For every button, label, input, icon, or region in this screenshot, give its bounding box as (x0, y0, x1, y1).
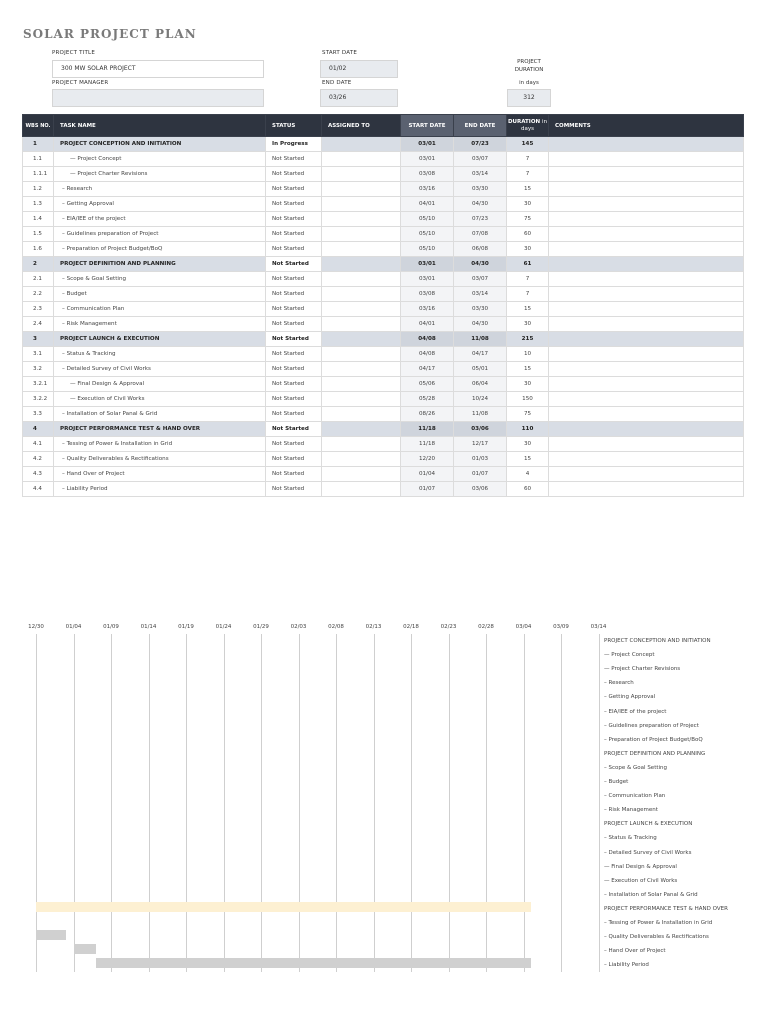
cell-start-date[interactable]: 03/16 (401, 302, 454, 317)
cell-status[interactable]: Not Started (266, 212, 322, 227)
gantt-task-label: – Hand Over of Project (604, 948, 666, 955)
cell-end-date[interactable]: 07/08 (454, 227, 507, 242)
gantt-tick-label: 01/09 (103, 624, 119, 630)
cell-start-date[interactable]: 05/10 (401, 212, 454, 227)
cell-duration[interactable]: 61 (507, 257, 549, 272)
cell-end-date[interactable]: 03/06 (454, 422, 507, 437)
gantt-task-label: PROJECT LAUNCH & EXECUTION (604, 821, 693, 828)
cell-task-name[interactable]: — Project Charter Revisions (54, 167, 266, 182)
cell-status[interactable]: Not Started (266, 227, 322, 242)
gantt-gridline (374, 634, 375, 972)
cell-status[interactable]: Not Started (266, 437, 322, 452)
col-end-date[interactable]: END DATE (454, 115, 507, 137)
cell-task-name[interactable]: – Installation of Solar Panal & Grid (54, 407, 266, 422)
cell-end-date[interactable]: 11/08 (454, 332, 507, 347)
cell-duration[interactable]: 15 (507, 302, 549, 317)
cell-task-name[interactable]: — Final Design & Approval (54, 377, 266, 392)
gantt-task-label: – Installation of Solar Panal & Grid (604, 891, 698, 898)
project-title-field[interactable]: 300 MW SOLAR PROJECT (52, 60, 264, 78)
gantt-task-label: PROJECT PERFORMANCE TEST & HAND OVER (604, 905, 728, 912)
gantt-gridline (411, 634, 412, 972)
gantt-gridline (186, 634, 187, 972)
cell-wbs[interactable]: 2.1 (23, 272, 54, 287)
cell-status[interactable]: Not Started (266, 197, 322, 212)
cell-task-name[interactable]: – Preparation of Project Budget/BoQ (54, 242, 266, 257)
gantt-gridline (111, 634, 112, 972)
cell-status[interactable]: Not Started (266, 287, 322, 302)
cell-end-date[interactable]: 04/30 (454, 257, 507, 272)
cell-wbs[interactable]: 4.4 (23, 482, 54, 497)
gantt-tick-label: 03/09 (553, 624, 569, 630)
gantt-task-label: – EIA/IEE of the project (604, 708, 667, 715)
project-title-label: PROJECT TITLE (52, 50, 95, 56)
cell-duration[interactable]: 15 (507, 182, 549, 197)
cell-status[interactable]: Not Started (266, 332, 322, 347)
gantt-task-label: – Budget (604, 779, 629, 785)
cell-start-date[interactable]: 01/04 (401, 467, 454, 482)
project-duration-label: PROJECT DURATION (514, 59, 544, 73)
cell-end-date[interactable]: 11/08 (454, 407, 507, 422)
cell-end-date[interactable]: 04/17 (454, 347, 507, 362)
cell-duration[interactable]: 110 (507, 422, 549, 437)
col-task-name[interactable]: TASK NAME (54, 115, 266, 137)
gantt-tick-label: 01/24 (215, 624, 232, 630)
cell-task-name[interactable]: – Budget (54, 287, 266, 302)
cell-status[interactable]: Not Started (266, 362, 322, 377)
cell-wbs[interactable]: 3.3 (23, 407, 54, 422)
cell-duration[interactable]: 75 (507, 212, 549, 227)
cell-duration[interactable]: 4 (507, 467, 549, 482)
page-title: SOLAR PROJECT PLAN (23, 27, 197, 41)
col-comments[interactable]: COMMENTS (549, 115, 744, 137)
cell-start-date[interactable]: 12/20 (401, 452, 454, 467)
gantt-task-label: – Preparation of Project Budget/BoQ (604, 736, 703, 743)
cell-wbs[interactable]: 4 (23, 422, 54, 437)
cell-wbs[interactable]: 1.2 (23, 182, 54, 197)
gantt-gridline (74, 634, 75, 972)
cell-status[interactable]: Not Started (266, 317, 322, 332)
cell-start-date[interactable]: 03/16 (401, 182, 454, 197)
gantt-gridline (599, 634, 600, 972)
gantt-task-label: PROJECT CONCEPTION AND INITIATION (604, 638, 711, 644)
gantt-bar[interactable] (74, 944, 97, 954)
cell-start-date[interactable]: 11/18 (401, 437, 454, 452)
project-duration-unit: in days (519, 80, 539, 86)
cell-end-date[interactable]: 07/23 (454, 212, 507, 227)
gantt-task-label: – Status & Tracking (604, 835, 657, 842)
cell-wbs[interactable]: 3 (23, 332, 54, 347)
cell-wbs[interactable]: 1.4 (23, 212, 54, 227)
cell-task-name[interactable]: PROJECT DEFINITION AND PLANNING (54, 257, 266, 272)
cell-task-name[interactable]: – Communication Plan (54, 302, 266, 317)
cell-end-date[interactable]: 06/04 (454, 377, 507, 392)
cell-start-date[interactable]: 03/01 (401, 257, 454, 272)
cell-start-date[interactable]: 04/01 (401, 197, 454, 212)
cell-status[interactable]: Not Started (266, 422, 322, 437)
cell-duration[interactable]: 10 (507, 347, 549, 362)
gantt-gridline (149, 634, 150, 972)
cell-start-date[interactable]: 05/06 (401, 377, 454, 392)
gantt-tick-label: 02/23 (440, 624, 457, 630)
cell-duration[interactable]: 15 (507, 452, 549, 467)
gantt-task-label: – Tessing of Power & Installation in Grid (604, 920, 713, 926)
cell-duration[interactable]: 30 (507, 437, 549, 452)
gantt-tick-label: 01/14 (140, 624, 157, 630)
cell-status[interactable]: Not Started (266, 377, 322, 392)
cell-task-name[interactable]: – Quality Deliverables & Rectifications (54, 452, 266, 467)
gantt-gridline (486, 634, 487, 972)
cell-end-date[interactable]: 07/23 (454, 137, 507, 152)
cell-duration[interactable]: 60 (507, 482, 549, 497)
cell-start-date[interactable]: 03/08 (401, 287, 454, 302)
cell-task-name[interactable]: – Hand Over of Project (54, 467, 266, 482)
cell-duration[interactable]: 15 (507, 362, 549, 377)
gantt-task-label: – Quality Deliverables & Rectifications (604, 934, 709, 941)
cell-start-date[interactable]: 03/01 (401, 137, 454, 152)
col-wbs[interactable]: WBS NO. (23, 115, 54, 137)
cell-task-name[interactable]: – Research (54, 182, 266, 197)
cell-end-date[interactable]: 03/06 (454, 482, 507, 497)
cell-end-date[interactable]: 03/30 (454, 302, 507, 317)
end-date-label: END DATE (322, 80, 352, 86)
gantt-gridline (261, 634, 262, 972)
cell-task-name[interactable]: PROJECT LAUNCH & EXECUTION (54, 332, 266, 347)
cell-wbs[interactable]: 1.3 (23, 197, 54, 212)
col-assigned-to[interactable]: ASSIGNED TO (322, 115, 401, 137)
cell-status[interactable]: Not Started (266, 347, 322, 362)
cell-status[interactable]: Not Started (266, 467, 322, 482)
cell-task-name[interactable]: – Getting Approval (54, 197, 266, 212)
gantt-task-label: — Project Concept (604, 652, 655, 659)
cell-duration[interactable]: 75 (507, 407, 549, 422)
cell-task-name[interactable]: – Guidelines preparation of Project (54, 227, 266, 242)
gantt-bar[interactable] (96, 958, 531, 968)
cell-status[interactable]: Not Started (266, 392, 322, 407)
cell-duration[interactable]: 30 (507, 377, 549, 392)
gantt-tick-label: 02/03 (290, 624, 307, 630)
cell-wbs[interactable]: 2.3 (23, 302, 54, 317)
cell-wbs[interactable]: 1.5 (23, 227, 54, 242)
col-duration-unit: in days (521, 118, 548, 132)
gantt-gridline (524, 634, 525, 972)
cell-status[interactable]: Not Started (266, 242, 322, 257)
cell-wbs[interactable]: 4.1 (23, 437, 54, 452)
cell-task-name[interactable]: – Risk Management (54, 317, 266, 332)
cell-start-date[interactable]: 04/01 (401, 317, 454, 332)
cell-duration[interactable]: 7 (507, 167, 549, 182)
cell-wbs[interactable]: 1.6 (23, 242, 54, 257)
cell-duration[interactable]: 30 (507, 317, 549, 332)
gantt-tick-label: 01/19 (178, 624, 194, 630)
cell-start-date[interactable]: 03/01 (401, 272, 454, 287)
cell-wbs[interactable]: 1.1.1 (23, 167, 54, 182)
start-date-label: START DATE (322, 50, 358, 56)
gantt-task-label: – Liability Period (604, 962, 649, 969)
cell-status[interactable]: Not Started (266, 257, 322, 272)
cell-wbs[interactable]: 4.3 (23, 467, 54, 482)
gantt-task-label: – Risk Management (604, 807, 658, 814)
gantt-gridline (449, 634, 450, 972)
gantt-tick-label: 02/18 (403, 624, 419, 630)
gantt-task-label: – Detailed Survey of Civil Works (604, 849, 692, 856)
cell-wbs[interactable]: 3.1 (23, 347, 54, 362)
gantt-tick-label: 12/30 (28, 624, 44, 630)
gantt-task-label: PROJECT DEFINITION AND PLANNING (604, 750, 706, 757)
cell-task-name[interactable]: — Execution of Civil Works (54, 392, 266, 407)
start-date-field[interactable]: 01/02 (320, 60, 398, 78)
cell-wbs[interactable]: 2.4 (23, 317, 54, 332)
cell-end-date[interactable]: 01/03 (454, 452, 507, 467)
cell-duration[interactable]: 7 (507, 287, 549, 302)
cell-duration[interactable]: 145 (507, 137, 549, 152)
cell-task-name[interactable]: PROJECT PERFORMANCE TEST & HAND OVER (54, 422, 266, 437)
cell-wbs[interactable]: 3.2.1 (23, 377, 54, 392)
cell-start-date[interactable]: 05/10 (401, 242, 454, 257)
gantt-tick-label: 01/04 (65, 624, 82, 630)
gantt-task-label: — Project Charter Revisions (604, 666, 681, 673)
col-status[interactable]: STATUS (266, 115, 322, 137)
cell-status[interactable]: Not Started (266, 482, 322, 497)
gantt-task-label: – Scope & Goal Setting (604, 764, 668, 771)
cell-end-date[interactable]: 06/08 (454, 242, 507, 257)
cell-end-date[interactable]: 04/30 (454, 197, 507, 212)
gantt-bar[interactable] (36, 902, 531, 912)
cell-status[interactable]: Not Started (266, 167, 322, 182)
gantt-tick-label: 01/29 (253, 624, 269, 630)
gantt-task-label: – Getting Approval (604, 694, 656, 701)
cell-start-date[interactable]: 03/01 (401, 152, 454, 167)
cell-duration[interactable]: 215 (507, 332, 549, 347)
cell-end-date[interactable]: 03/07 (454, 272, 507, 287)
cell-task-name[interactable]: – Scope & Goal Setting (54, 272, 266, 287)
cell-task-name[interactable]: PROJECT CONCEPTION AND INITIATION (54, 137, 266, 152)
cell-status[interactable]: Not Started (266, 182, 322, 197)
cell-start-date[interactable]: 03/08 (401, 167, 454, 182)
project-duration-field: 312 (507, 89, 551, 107)
col-start-date[interactable]: START DATE (401, 115, 454, 137)
cell-end-date[interactable]: 03/14 (454, 287, 507, 302)
cell-end-date[interactable]: 10/24 (454, 392, 507, 407)
cell-start-date[interactable]: 11/18 (401, 422, 454, 437)
cell-status[interactable]: Not Started (266, 302, 322, 317)
cell-start-date[interactable]: 04/17 (401, 362, 454, 377)
cell-end-date[interactable]: 12/17 (454, 437, 507, 452)
gantt-task-label: — Final Design & Approval (604, 863, 677, 870)
cell-duration[interactable]: 7 (507, 272, 549, 287)
cell-start-date[interactable]: 01/07 (401, 482, 454, 497)
cell-end-date[interactable]: 03/30 (454, 182, 507, 197)
cell-duration[interactable]: 60 (507, 227, 549, 242)
cell-wbs[interactable]: 3.2.2 (23, 392, 54, 407)
cell-start-date[interactable]: 05/10 (401, 227, 454, 242)
cell-end-date[interactable]: 01/07 (454, 467, 507, 482)
cell-status[interactable]: Not Started (266, 407, 322, 422)
cell-start-date[interactable]: 04/08 (401, 332, 454, 347)
gantt-gridline (36, 634, 37, 972)
gantt-tick-label: 02/08 (328, 624, 344, 630)
gantt-gridline (561, 634, 562, 972)
cell-end-date[interactable]: 05/01 (454, 362, 507, 377)
cell-task-name[interactable]: – Status & Tracking (54, 347, 266, 362)
cell-end-date[interactable]: 04/30 (454, 317, 507, 332)
cell-wbs[interactable]: 2 (23, 257, 54, 272)
cell-wbs[interactable]: 4.2 (23, 452, 54, 467)
gantt-task-label: – Guidelines preparation of Project (604, 722, 699, 729)
cell-status[interactable]: Not Started (266, 152, 322, 167)
gantt-tick-label: 02/28 (478, 624, 494, 630)
cell-task-name[interactable]: – Tessing of Power & Installation in Grid (54, 437, 266, 452)
cell-end-date[interactable]: 03/14 (454, 167, 507, 182)
cell-wbs[interactable]: 2.2 (23, 287, 54, 302)
cell-duration[interactable]: 7 (507, 152, 549, 167)
col-duration-label: DURATION (507, 118, 541, 125)
cell-task-name[interactable]: – EIA/IEE of the project (54, 212, 266, 227)
gantt-bar[interactable] (36, 930, 66, 940)
gantt-tick-label: 02/13 (365, 624, 382, 630)
cell-task-name[interactable]: — Project Concept (54, 152, 266, 167)
gantt-gridline (336, 634, 337, 972)
cell-wbs[interactable]: 1.1 (23, 152, 54, 167)
gantt-tick-label: 03/14 (590, 624, 607, 630)
gantt-tick-label: 03/04 (515, 624, 532, 630)
gantt-gridline (224, 634, 225, 972)
gantt-task-label: – Communication Plan (604, 793, 666, 800)
cell-task-name[interactable]: – Detailed Survey of Civil Works (54, 362, 266, 377)
cell-task-name[interactable]: – Liability Period (54, 482, 266, 497)
cell-duration[interactable]: 30 (507, 242, 549, 257)
cell-end-date[interactable]: 03/07 (454, 152, 507, 167)
cell-start-date[interactable]: 08/26 (401, 407, 454, 422)
cell-start-date[interactable]: 05/28 (401, 392, 454, 407)
cell-wbs[interactable]: 3.2 (23, 362, 54, 377)
cell-status[interactable]: Not Started (266, 452, 322, 467)
cell-wbs[interactable]: 1 (23, 137, 54, 152)
project-manager-label: PROJECT MANAGER (52, 80, 109, 86)
cell-status[interactable]: Not Started (266, 272, 322, 287)
gantt-task-label: — Execution of Civil Works (604, 877, 678, 884)
cell-duration[interactable]: 150 (507, 392, 549, 407)
end-date-field[interactable]: 03/26 (320, 89, 398, 107)
gantt-gridline (299, 634, 300, 972)
gantt-task-label: – Research (604, 680, 634, 687)
cell-start-date[interactable]: 04/08 (401, 347, 454, 362)
cell-status[interactable]: In Progress (266, 137, 322, 152)
cell-duration[interactable]: 30 (507, 197, 549, 212)
